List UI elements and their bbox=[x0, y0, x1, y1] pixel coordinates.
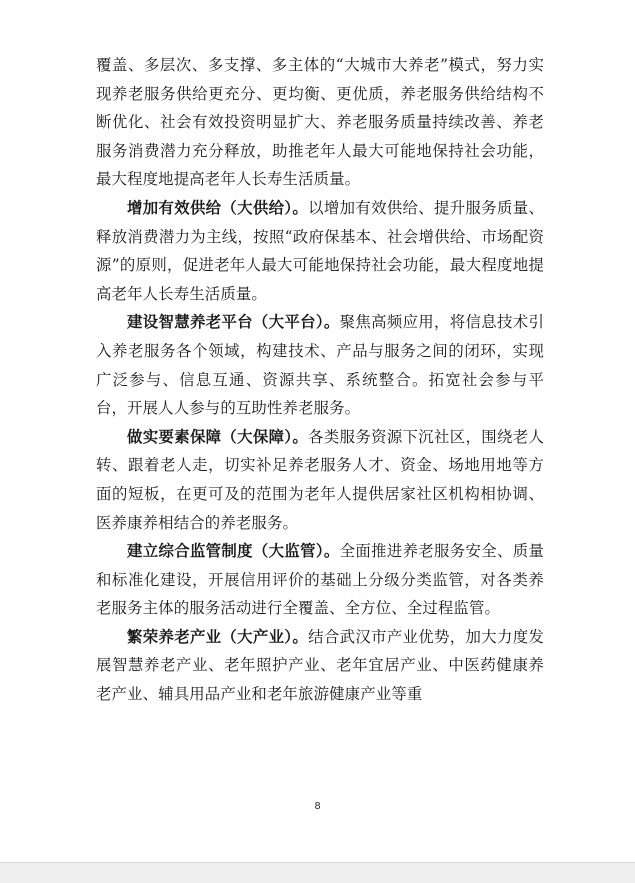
paragraph-4-text: 各类服务资源下沉社区，围绕老人转、跟着老人走，切实补足养老服务人才、资金、场地用地等方面的短板，在更可及的范围为老年人提供居家社区机构相协调、医养康养相结合的养老服务。 bbox=[96, 427, 544, 532]
paragraph-1 bbox=[96, 51, 544, 194]
paragraph-2-heading: 增加有效供给（大供给）。 bbox=[127, 198, 309, 217]
page-number: 8 bbox=[314, 801, 321, 812]
paragraph-5-text: 全面推进养老服务安全、质量和标准化建设，开展信用评价的基础上分级分类监管，对各类养老服务主体的服务活动进行全覆盖、全方位、全过程监管。 bbox=[96, 542, 545, 618]
document-body bbox=[96, 51, 544, 709]
paragraph-2-text: 以增加有效供给、提升服务质量、释放消费潜力为主线，按照“政府保基本、社会增供给、市场配资源”的原则，促进老年人最大可能地保持社会功能，最大程度地提高老年人长寿生活质量。 bbox=[96, 198, 544, 303]
paragraph-3-heading: 建设智慧养老平台（大平台）。 bbox=[127, 313, 340, 332]
paragraph-5 bbox=[96, 537, 544, 623]
paragraph-6 bbox=[96, 623, 544, 709]
paragraph-6-text: 结合武汉市产业优势，加大力度发展智慧养老产业、老年照护产业、老年宜居产业、中医药健康养老产业、辅具用品产业和老年旅游健康产业等重 bbox=[96, 627, 544, 704]
paragraph-4-heading: 做实要素保障（大保障）。 bbox=[127, 427, 309, 446]
paragraph-3 bbox=[96, 308, 544, 422]
paragraph-3-text: 聚焦高频应用，将信息技术引入养老服务各个领域，构建技术、产品与服务之间的闭环，实现广泛参与、信息互通、资源共享、系统整合。拓宽社会参与平台，开展人人参与的互助性养老服务。 bbox=[96, 313, 545, 418]
paragraph-5-heading: 建立综合监管制度（大监管）。 bbox=[127, 542, 340, 561]
paragraph-1-text: 覆盖、多层次、多支撑、多主体的“大城市大养老”模式，努力实现养老服务供给更充分、更均衡、更优质，养老服务供给结构不断优化、社会有效投资明显扩大、养老服务质量持续改善、养老服务消费潜力充分释放，助推老年人最大可能地保持社会功能，最大程度地提高老年人长寿生活质量。 bbox=[96, 56, 544, 189]
paragraph-4 bbox=[96, 423, 544, 537]
paragraph-6-heading: 繁荣养老产业（大产业）。 bbox=[127, 627, 309, 646]
paragraph-2 bbox=[96, 194, 544, 308]
page-gap bbox=[0, 862, 635, 883]
